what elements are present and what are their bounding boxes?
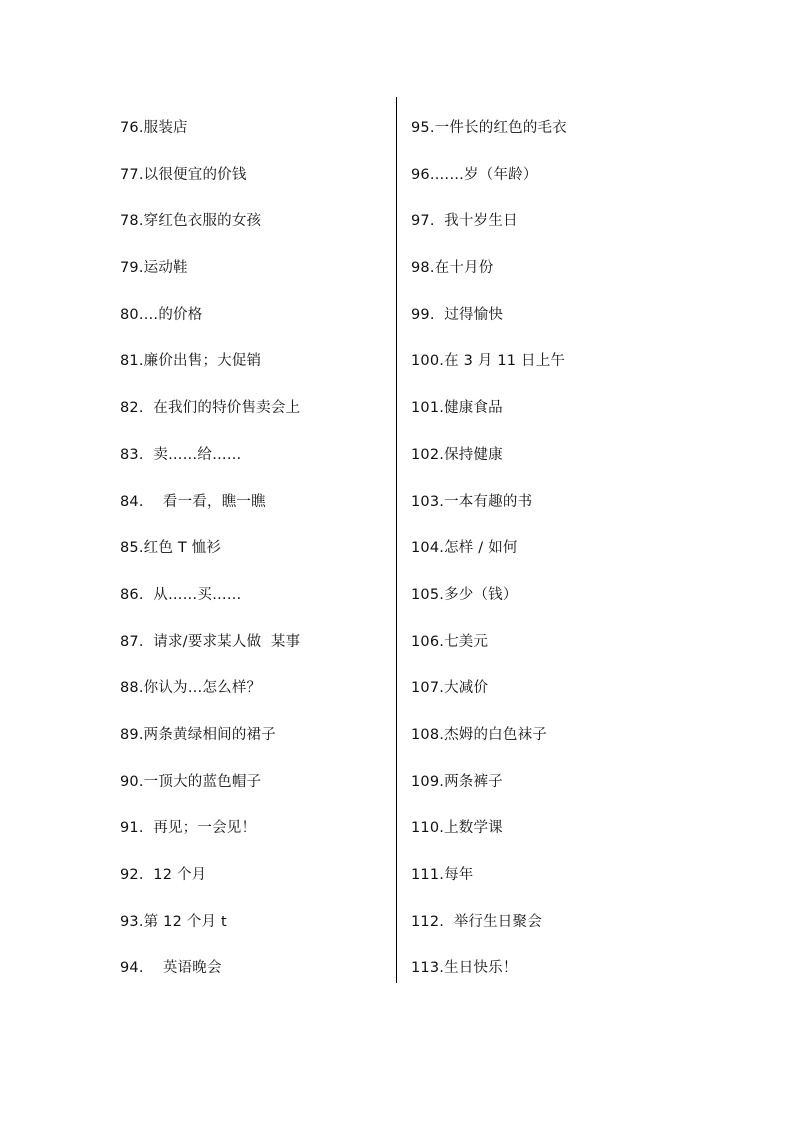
list-item: 80.…的价格 <box>120 306 203 323</box>
list-item: 106.七美元 <box>411 633 489 650</box>
list-item: 92. 12 个月 <box>120 867 207 883</box>
list-item: 76.服装店 <box>120 120 188 136</box>
list-item: 112. 举行生日聚会 <box>411 913 542 930</box>
list-item: 111.每年 <box>411 867 474 883</box>
list-item: 81.廉价出售；大促销 <box>120 353 262 370</box>
list-item: 99. 过得愉快 <box>411 306 504 323</box>
list-item: 104.怎样 / 如何 <box>411 540 518 557</box>
list-item: 97. 我十岁生日 <box>411 213 518 230</box>
list-item: 107.大减价 <box>411 680 489 697</box>
list-item: 103.一本有趣的书 <box>411 493 533 510</box>
list-item: 88.你认为…怎么样？ <box>120 680 262 697</box>
list-item: 77.以很便宜的价钱 <box>120 166 247 183</box>
list-item: 101.健康食品 <box>411 400 503 417</box>
list-item: 108.杰姆的白色袜子 <box>411 726 547 743</box>
list-item: 98.在十月份 <box>411 260 494 277</box>
list-item: 95.一件长的红色的毛衣 <box>411 120 567 136</box>
list-item: 94. 英语晚会 <box>120 960 222 977</box>
list-item: 96.……岁（年龄） <box>411 166 538 183</box>
list-item: 84. 看一看，瞧一瞧 <box>120 493 266 510</box>
list-item: 86. 从……买…… <box>120 586 242 603</box>
column-divider <box>396 97 397 983</box>
list-item: 90.一顶大的蓝色帽子 <box>120 773 262 790</box>
list-item: 85.红色 T 恤衫 <box>120 540 222 557</box>
list-item: 87. 请求/要求某人做 某事 <box>120 633 301 650</box>
list-item: 105.多少（钱） <box>411 586 518 603</box>
list-item: 89.两条黄绿相间的裙子 <box>120 726 276 743</box>
list-item: 93.第 12 个月 t <box>120 913 227 930</box>
list-item: 91. 再见；一会见！ <box>120 820 257 837</box>
list-item: 100.在 3 月 11 日上午 <box>411 353 566 370</box>
left-column-list <box>120 117 390 1004</box>
list-item: 110.上数学课 <box>411 820 503 837</box>
list-item: 79.运动鞋 <box>120 260 188 277</box>
list-item: 78.穿红色衣服的女孩 <box>120 213 262 230</box>
list-item: 83. 卖……给…… <box>120 446 242 463</box>
right-column-list <box>411 117 731 1004</box>
list-item: 113.生日快乐！ <box>411 960 518 977</box>
list-item: 109.两条裤子 <box>411 773 503 790</box>
list-item: 102.保持健康 <box>411 446 503 463</box>
list-item: 82. 在我们的特价售卖会上 <box>120 400 301 417</box>
